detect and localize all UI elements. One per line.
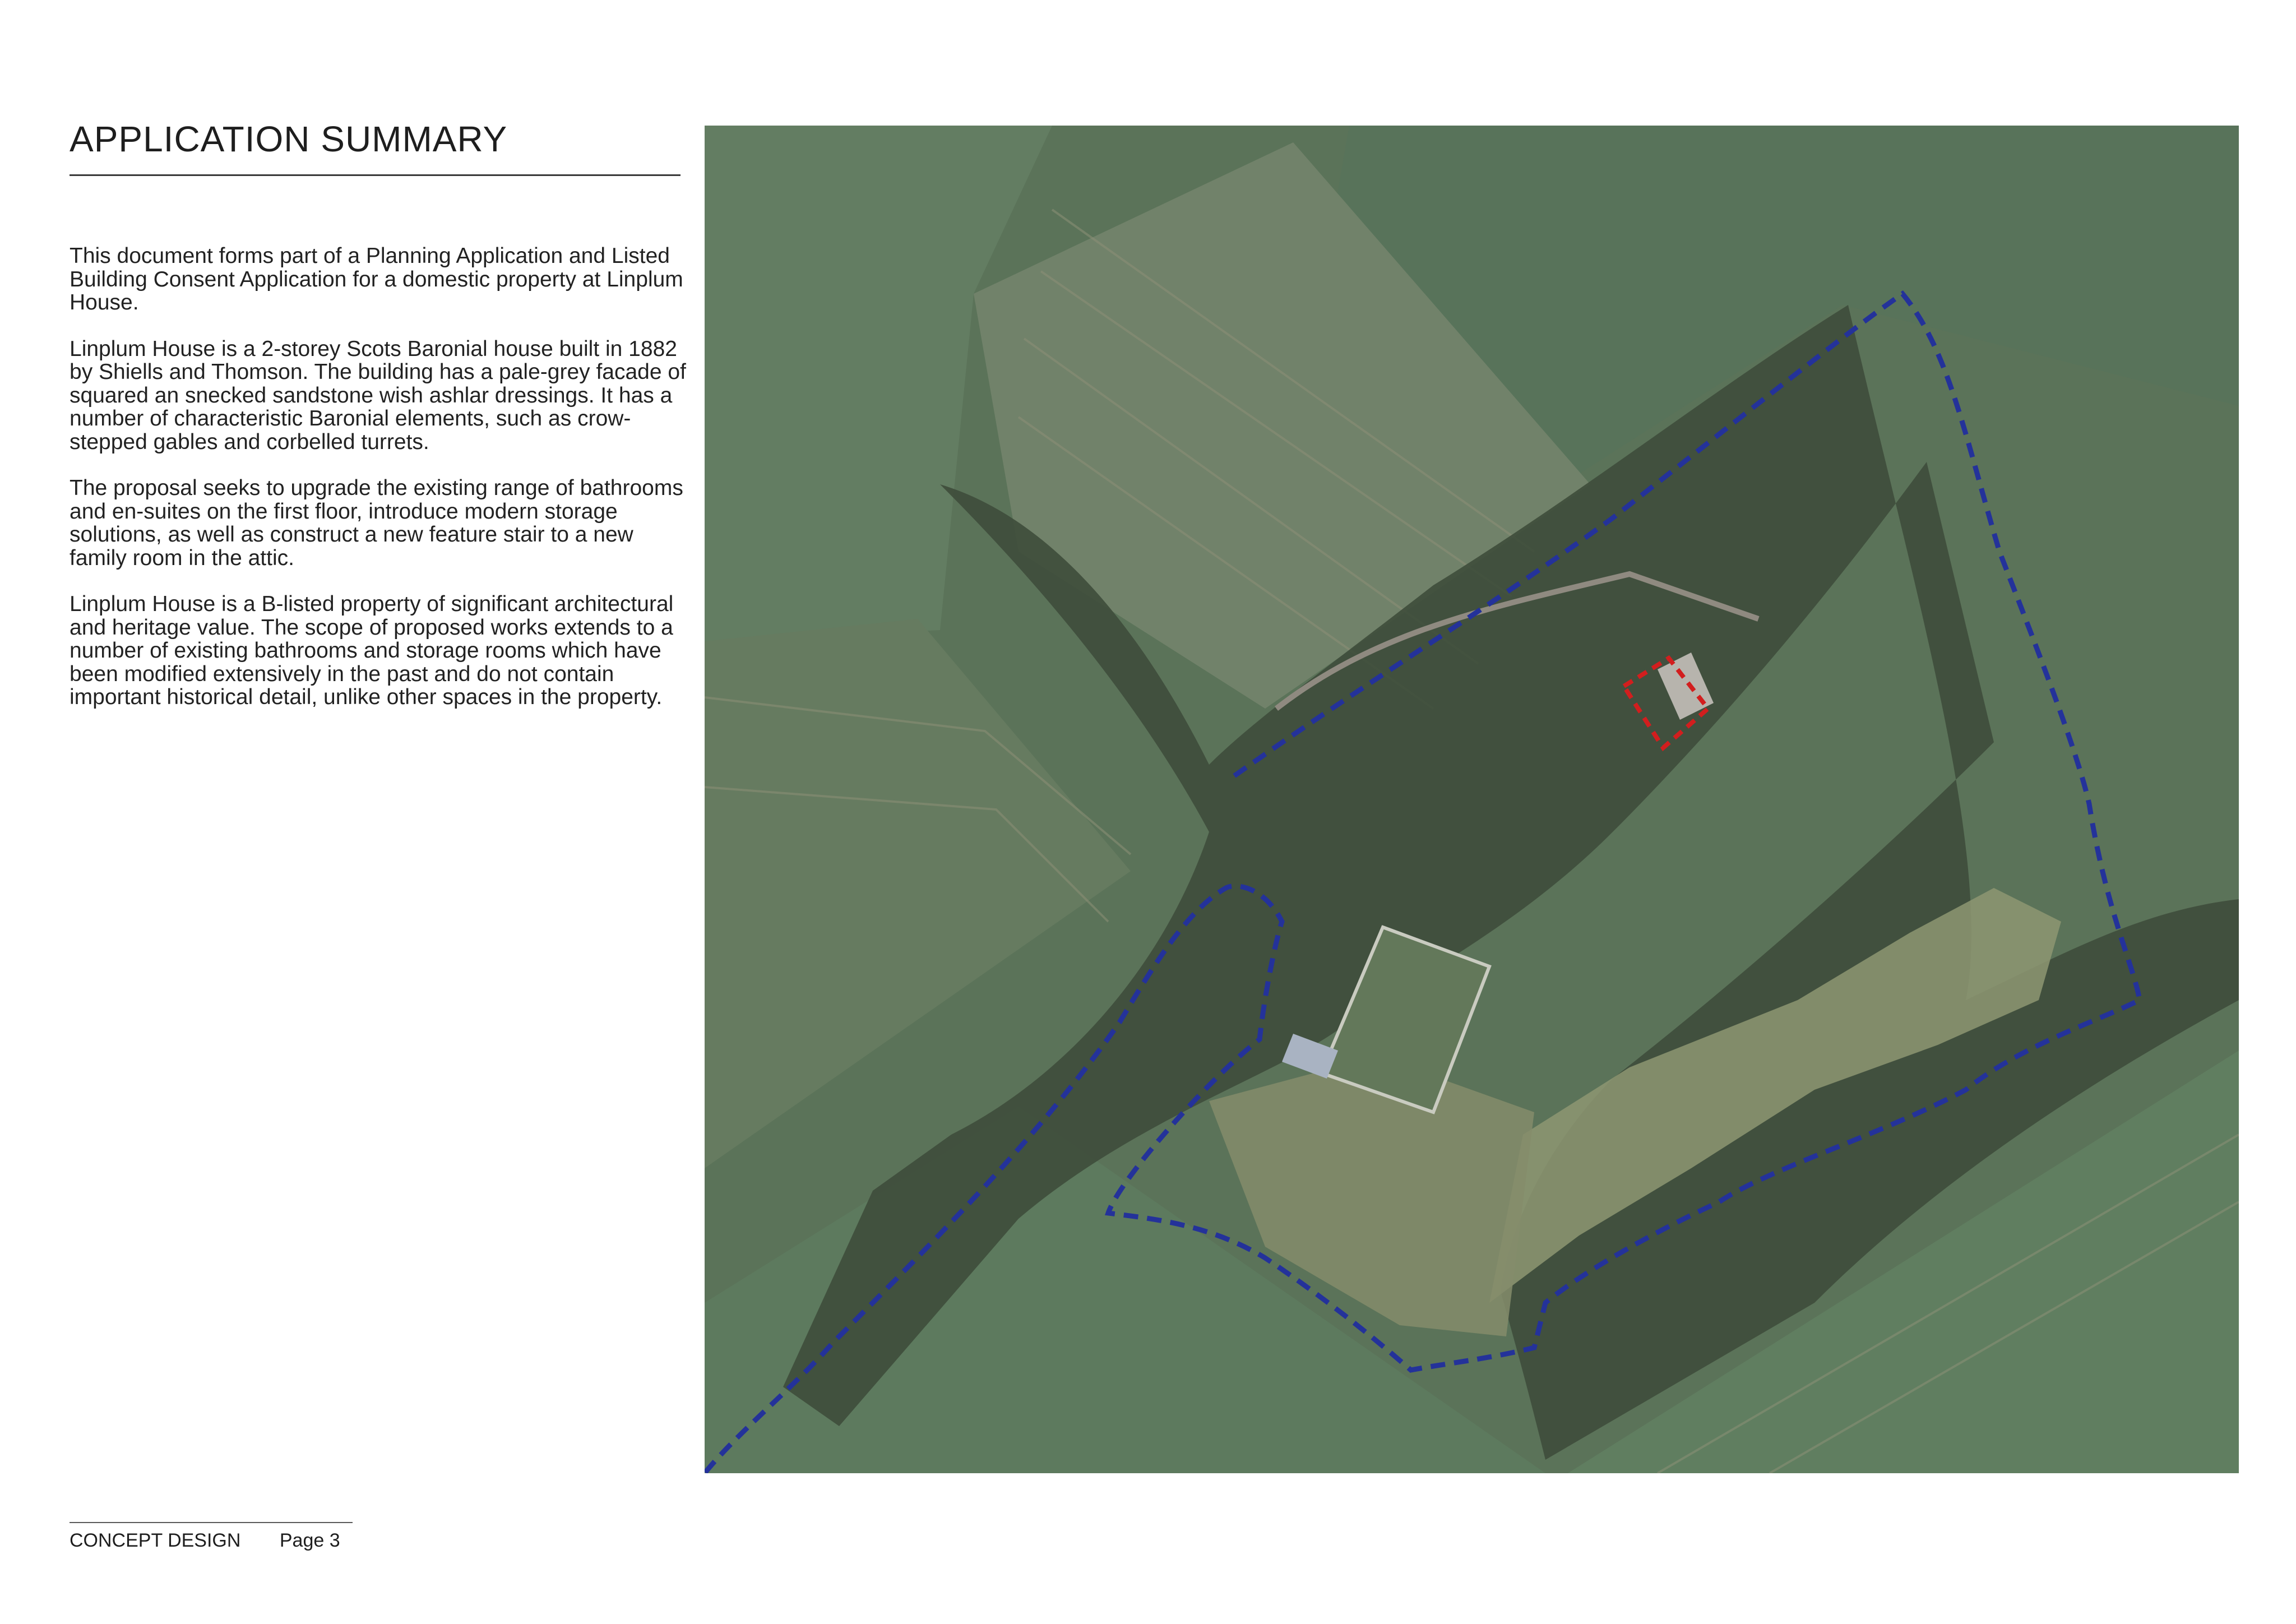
page-footer	[70, 1528, 340, 1553]
summary-paragraph: The proposal seeks to upgrade the existing range of bathrooms and en-suites on the first floor, introduce modern storage solutions, as well as construct a new feature stair to a new family room in the attic.	[70, 476, 683, 570]
aerial-photo	[705, 126, 2239, 1473]
summary-text	[70, 244, 692, 732]
footer-divider	[70, 1522, 353, 1523]
page-number: Page 3	[279, 1530, 340, 1551]
page-title: APPLICATION SUMMARY	[70, 119, 508, 159]
footer-section: CONCEPT DESIGN	[70, 1530, 241, 1551]
summary-paragraph: Linplum House is a 2-storey Scots Baronial house built in 1882 by Shiells and Thomson. The building has a pale-grey facade of squared an snecked sandstone wish ashlar dressings. It has a number of characteristic Baronial elements, such as crow-stepped gables and corbelled turrets.	[70, 336, 686, 454]
summary-paragraph: Linplum House is a B-listed property of significant architectural and heritage value. The scope of proposed works extends to a number of existing bathrooms and storage rooms which have been modified extensively in the past and do not contain important historical detail, unlike other spaces in the property.	[70, 592, 674, 709]
aerial-site-map	[705, 126, 2239, 1473]
title-divider	[70, 174, 681, 176]
summary-paragraph: This document forms part of a Planning Application and Listed Building Consent Application for a domestic property at Linplum House.	[70, 244, 683, 314]
